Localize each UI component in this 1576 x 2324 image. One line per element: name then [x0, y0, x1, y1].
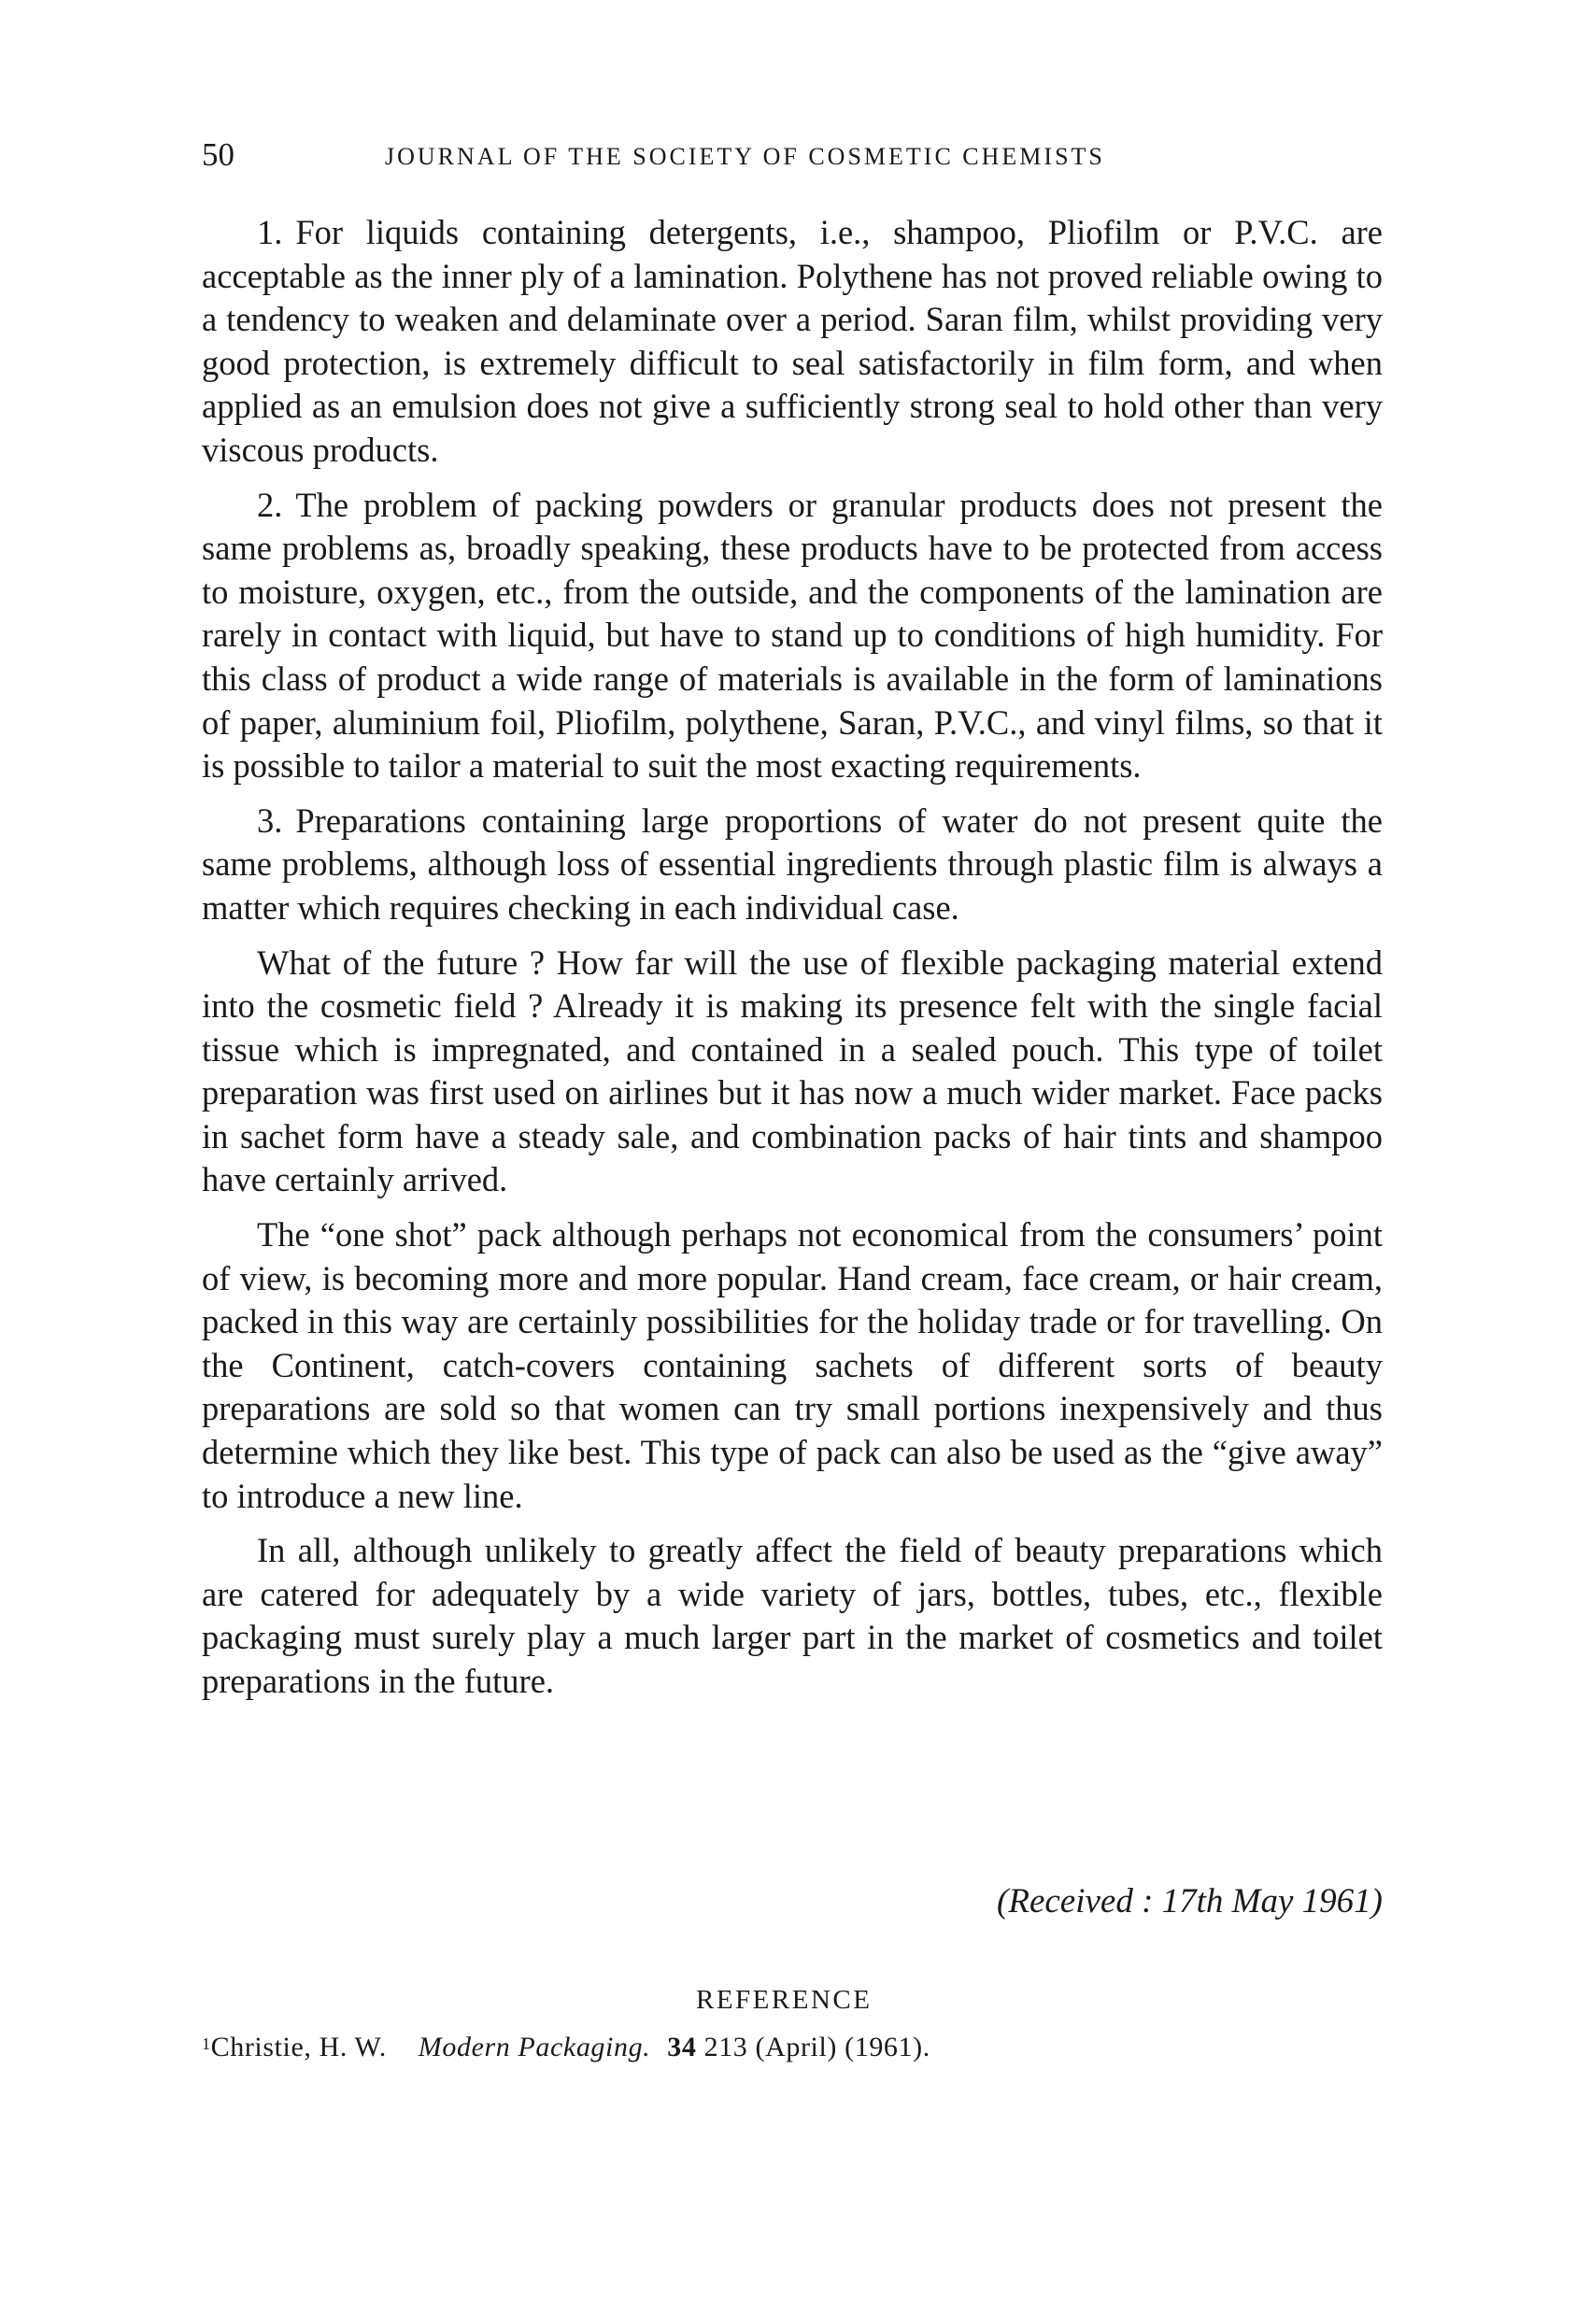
running-head: [202, 135, 1388, 176]
paragraph-number: 1.: [257, 213, 283, 251]
paragraph-text: The problem of packing powders or granular products does not present the same problems as, broadly speaking, these products have to be protected from access to moisture, oxygen, etc., from the outside, and the components of the lamination are rarely in contact with liquid, but have to stand up to conditions of high humidity. For this class of product a wide range of materials is available in the form of laminations of paper, aluminium foil, Pliofilm, polythene, Saran, P.V.C., and vinyl films, so that it is possible to tailor a material to suit the most exacting requirements.: [202, 485, 1383, 786]
paragraph-number: 2.: [257, 485, 283, 524]
reference-marker: 1: [202, 2034, 211, 2053]
paragraph: [202, 1213, 1383, 1518]
reference-item: [202, 2024, 930, 2067]
reference-volume: 34: [667, 2032, 697, 2062]
paragraph-text: Preparations containing large proportions of water do not present quite the same problems, although loss of essential ingredients through plastic film is always a matter which requires checking in each individual case.: [202, 801, 1383, 927]
reference-author: Christie, H. W.: [210, 2032, 387, 2062]
paragraph: [202, 211, 1383, 473]
reference-heading: REFERENCE: [696, 1985, 873, 2015]
paragraph-text: The “one shot” pack although perhaps not economical from the consumers’ point of view, is becoming more and more popular. Hand cream, face cream, or hair cream, packed in this way are certainly possibilities for the holiday trade or for travelling. On the Continent, catch-covers containing sachets of different sorts of beauty preparations are sold so that women can try small portions inexpensively and thus determine which they like best. This type of pack can also be used as the “give away” to introduce a new line.: [202, 1215, 1383, 1515]
paragraph: [202, 800, 1383, 930]
paragraph-number: 3.: [257, 801, 283, 840]
journal-title: JOURNAL OF THE SOCIETY OF COSMETIC CHEMISTS: [385, 143, 1105, 170]
paragraph: [202, 1529, 1383, 1703]
article-body: [202, 211, 1383, 1715]
paragraph: [202, 942, 1383, 1203]
reference-journal: Modern Packaging.: [418, 2032, 651, 2062]
received-date: (Received : 17th May 1961): [997, 1882, 1383, 1920]
reference-month: (April): [755, 2032, 838, 2062]
page-number: 50: [202, 136, 234, 173]
reference-year: (1961).: [845, 2032, 930, 2062]
paragraph-text: For liquids containing detergents, i.e., shampoo, Pliofilm or P.V.C. are acceptable as the inner ply of a lamination. Polythene has not proved reliable owing to a tendency to weaken and delaminate over a period. Saran film, whilst providing very good protection, is extremely difficult to seal satisfactorily in film form, and when applied as an emulsion does not give a sufficiently strong seal to hold other than very viscous products.: [202, 213, 1383, 469]
paragraph-text: In all, although unlikely to greatly affect the field of beauty preparations which are catered for adequately by a wide variety of jars, bottles, tubes, etc., flexible packaging must surely play a much larger part in the market of cosmetics and toilet preparations in the future.: [202, 1531, 1383, 1700]
paragraph: [202, 484, 1383, 788]
reference-pages: 213: [703, 2032, 748, 2062]
paragraph-text: What of the future ? How far will the use of flexible packaging material extend into the cosmetic field ? Already it is making its presence felt with the single facial tissue which is impregnated, and contained in a sealed pouch. This type of toilet preparation was first used on airlines but it has now a much wider market. Face packs in sachet form have a steady sale, and combination packs of hair tints and shampoo have certainly arrived.: [202, 942, 1383, 1199]
